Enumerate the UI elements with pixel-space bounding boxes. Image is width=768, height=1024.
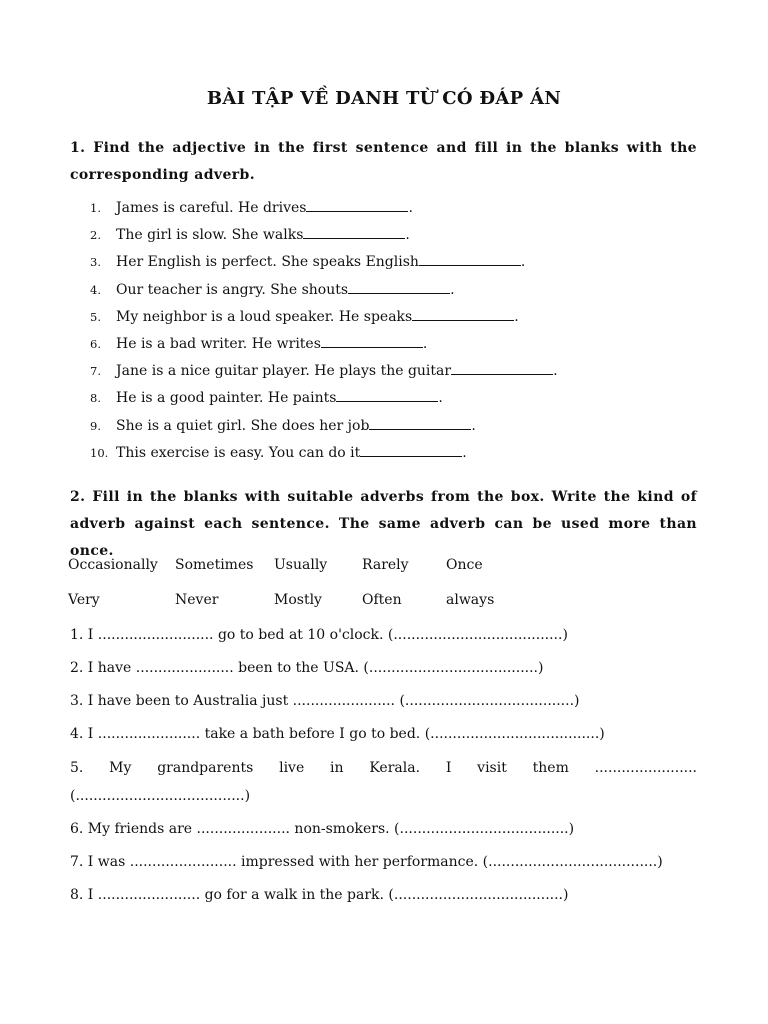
list-item: 8. He is a good painter. He paints .	[90, 385, 558, 412]
list-item: 6. He is a bad writer. He writes .	[90, 331, 558, 358]
list-item: 4. I ....................... take a bath before I go to bed. (......................................)	[70, 726, 605, 742]
list-item: 5. My grandparents live in Kerala. I visit them .......................	[70, 760, 697, 776]
adverb-option: Once	[446, 557, 483, 573]
list-item-continuation: (......................................)	[70, 788, 251, 804]
answer-blank[interactable]	[419, 251, 521, 266]
answer-blank[interactable]	[451, 360, 553, 375]
list-item: 7. Jane is a nice guitar player. He plays the guitar .	[90, 358, 558, 385]
adverb-option: Never	[175, 592, 219, 608]
adverb-option: Mostly	[274, 592, 322, 608]
page-title: BÀI TẬP VỀ DANH TỪ CÓ ĐÁP ÁN	[206, 88, 562, 109]
list-item: 1. I .......................... go to bed at 10 o'clock. (......................................)	[70, 627, 568, 643]
adverb-option: always	[446, 592, 495, 608]
answer-blank[interactable]	[306, 197, 408, 212]
adverb-option: Occasionally	[68, 557, 158, 573]
list-item: 4. Our teacher is angry. She shouts .	[90, 277, 558, 304]
list-item: 5. My neighbor is a loud speaker. He speaks .	[90, 304, 558, 331]
answer-blank[interactable]	[303, 224, 405, 239]
adverb-option: Often	[362, 592, 402, 608]
list-item: 7. I was ........................ impressed with her performance. (......................................)	[70, 854, 663, 870]
adverb-option: Rarely	[362, 557, 409, 573]
list-item: 2. I have ...................... been to the USA. (......................................)	[70, 660, 544, 676]
adverb-option: Usually	[274, 557, 328, 573]
answer-blank[interactable]	[336, 387, 438, 402]
section1-heading: 1. Find the adjective in the first sentence and fill in the blanks with the corresponding adverb.	[70, 140, 697, 183]
list-item: 2. The girl is slow. She walks .	[90, 222, 558, 249]
list-item: 8. I ....................... go for a walk in the park. (......................................)	[70, 887, 569, 903]
list-item: 10. This exercise is easy. You can do it .	[90, 440, 558, 467]
list-item: 9. She is a quiet girl. She does her job .	[90, 413, 558, 440]
list-item: 3. I have been to Australia just ....................... (......................................)	[70, 693, 580, 709]
section2-heading: 2. Fill in the blanks with suitable adverbs from the box. Write the kind of adverb against each sentence. The same adverb can be used more than once.	[70, 489, 697, 559]
answer-blank[interactable]	[348, 279, 450, 294]
answer-blank[interactable]	[369, 415, 471, 430]
answer-blank[interactable]	[412, 306, 514, 321]
list-item: 1. James is careful. He drives .	[90, 195, 558, 222]
section1-exercise-list	[90, 195, 558, 467]
adverb-option: Very	[68, 592, 100, 608]
list-item: 6. My friends are ..................... non-smokers. (......................................)	[70, 821, 575, 837]
adverb-option: Sometimes	[175, 557, 254, 573]
answer-blank[interactable]	[360, 442, 462, 457]
answer-blank[interactable]	[321, 333, 423, 348]
list-item: 3. Her English is perfect. She speaks English .	[90, 249, 558, 276]
